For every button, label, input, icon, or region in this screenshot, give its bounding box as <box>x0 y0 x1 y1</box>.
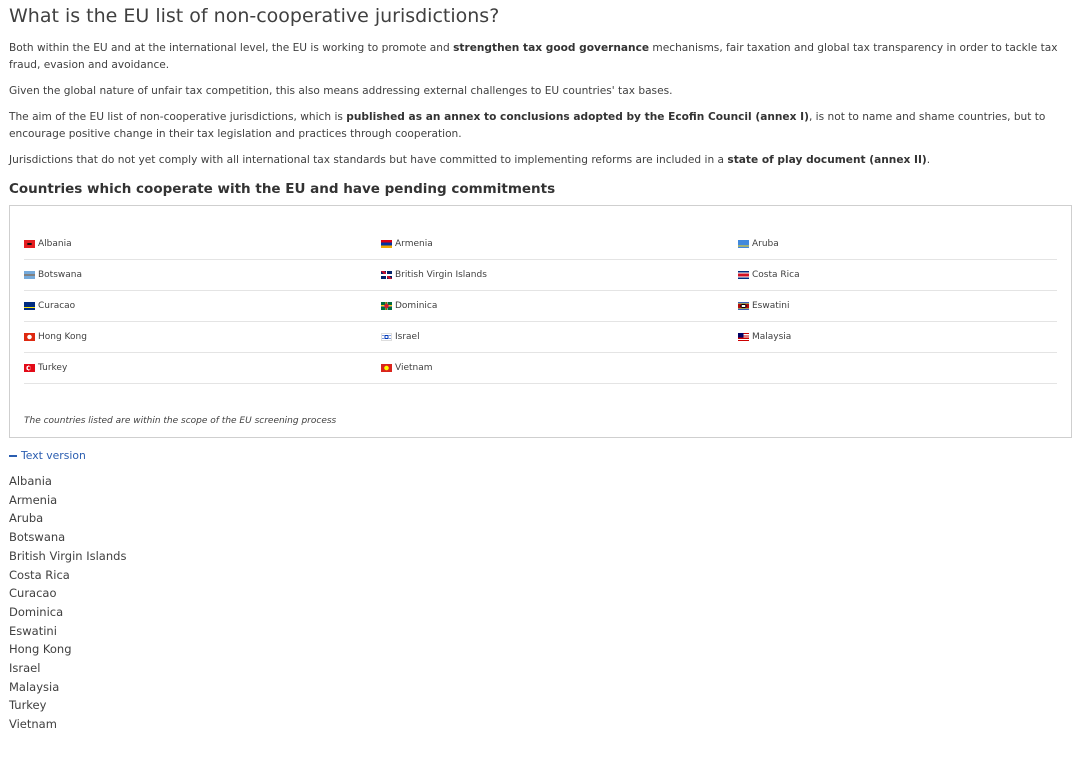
text-list-item: Vietnam <box>9 717 57 732</box>
country-name: Armenia <box>395 239 433 249</box>
text-list-item: Malaysia <box>9 679 60 694</box>
country-item <box>738 260 1057 291</box>
dominica-flag-icon <box>381 302 392 310</box>
country-name: Botswana <box>38 270 82 280</box>
section-title: Countries which cooperate with the EU and have pending commitments <box>9 181 556 197</box>
country-item <box>738 229 1057 260</box>
text-list-item: Curacao <box>9 586 57 601</box>
text-list-item: Eswatini <box>9 623 57 638</box>
countries-grid <box>24 229 1057 384</box>
country-item <box>738 291 1057 322</box>
text-list-item: Albania <box>9 474 52 488</box>
country-name: Costa Rica <box>752 270 800 280</box>
country-item <box>24 229 381 260</box>
israel-flag-icon <box>381 333 392 341</box>
country-item <box>381 229 738 260</box>
country-name: British Virgin Islands <box>395 270 487 280</box>
country-name: Curacao <box>38 301 76 311</box>
paragraph-intro: Both within the EU and at the international level, the EU is working to promote and strengthen tax good governance mechanisms, fair taxation and global tax transparency in order to tackle tax fraud, evasion and avoidance. <box>9 42 1058 71</box>
country-name: Albania <box>38 239 72 249</box>
botswana-flag-icon <box>24 271 35 279</box>
empty-cell <box>738 353 1057 384</box>
text-list-item: Armenia <box>9 492 58 507</box>
text-list-item: Dominica <box>9 604 64 619</box>
text-list-item: Aruba <box>9 511 44 526</box>
text-list-item: British Virgin Islands <box>9 548 127 563</box>
country-item <box>24 291 381 322</box>
screening-note: The countries listed are within the scope of the EU screening process <box>24 416 337 426</box>
aruba-flag-icon <box>738 240 749 248</box>
country-name: Turkey <box>38 363 68 373</box>
country-name: Vietnam <box>395 363 433 373</box>
country-name: Israel <box>395 332 420 342</box>
text-list-item: Israel <box>9 661 41 676</box>
hong-kong-flag-icon <box>24 333 35 341</box>
countries-box <box>9 205 1072 438</box>
paragraph-external: Given the global nature of unfair tax competition, this also means addressing external challenges to EU countries' tax bases. <box>9 85 673 97</box>
armenia-flag-icon <box>381 240 392 248</box>
country-item <box>24 260 381 291</box>
link-annex-i[interactable]: published as an annex to conclusions adopted by the Ecofin Council (annex I) <box>346 111 809 123</box>
country-item <box>24 322 381 353</box>
country-name: Malaysia <box>752 332 792 342</box>
text-list-item: Turkey <box>9 698 47 713</box>
page-title: What is the EU list of non-cooperative jurisdictions? <box>9 5 500 27</box>
country-item <box>381 260 738 291</box>
country-item <box>381 322 738 353</box>
minus-icon <box>9 455 17 457</box>
text-version-label: Text version <box>21 449 86 462</box>
text-list-item: Costa Rica <box>9 567 70 582</box>
costa-rica-flag-icon <box>738 271 749 279</box>
country-name: Hong Kong <box>38 332 87 342</box>
turkey-flag-icon <box>24 364 35 372</box>
text-list-item: Botswana <box>9 530 66 545</box>
country-name: Dominica <box>395 301 438 311</box>
vietnam-flag-icon <box>381 364 392 372</box>
paragraph-aim: The aim of the EU list of non-cooperative jurisdictions, which is published as an annex to conclusions adopted by the Ecofin Council (annex I), is not to name and shame countries, but to encourage positive change in their tax legislation and practices through cooperation. <box>9 111 1046 140</box>
country-item <box>381 353 738 384</box>
country-item <box>381 291 738 322</box>
curacao-flag-icon <box>24 302 35 310</box>
country-name: Aruba <box>752 239 779 249</box>
country-item <box>738 322 1057 353</box>
emphasis-good-governance: strengthen tax good governance <box>453 42 650 54</box>
british-virgin-islands-flag-icon <box>381 271 392 279</box>
link-annex-ii[interactable]: state of play document (annex II) <box>727 154 927 166</box>
malaysia-flag-icon <box>738 333 749 341</box>
countries-text-list <box>9 472 1071 734</box>
text-version-toggle[interactable] <box>9 447 1071 464</box>
country-name: Eswatini <box>752 301 790 311</box>
country-item <box>24 353 381 384</box>
eswatini-flag-icon <box>738 302 749 310</box>
text-list-item: Hong Kong <box>9 642 72 657</box>
albania-flag-icon <box>24 240 35 248</box>
paragraph-jurisdictions: Jurisdictions that do not yet comply with all international tax standards but have committed to implementing reforms are included in a state of play document (annex II). <box>9 154 931 166</box>
